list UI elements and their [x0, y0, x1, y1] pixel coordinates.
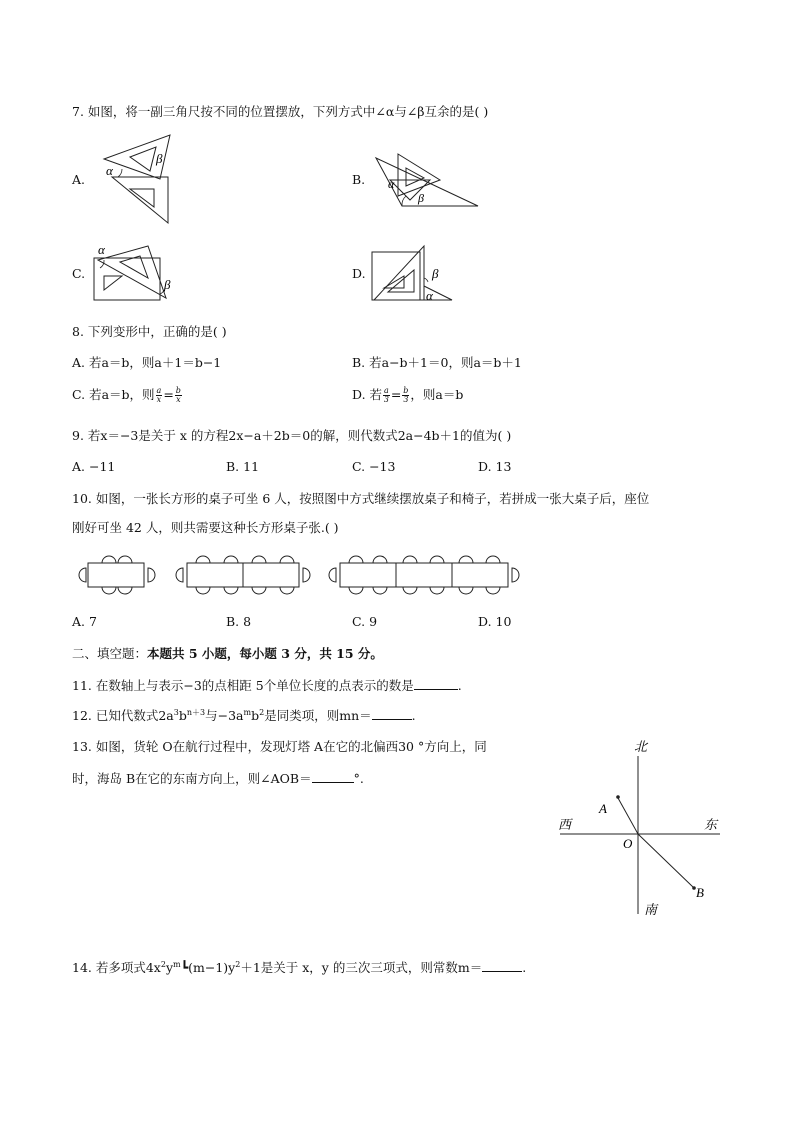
east-label: 东: [704, 817, 718, 832]
q14-answer-blank: [482, 971, 522, 972]
q9-option-b: B. 11: [226, 459, 260, 474]
q13-answer-blank: [312, 782, 354, 783]
q7d-beta-label: β: [432, 266, 439, 281]
q11-answer-blank: [414, 689, 458, 690]
q7c-alpha-label: α: [98, 242, 105, 257]
q13-compass-figure: [554, 734, 734, 920]
q9-option-d: D. 13: [478, 459, 512, 474]
q8d-fraction-right: $\frac{b}{3}$: [403, 386, 409, 404]
q8c-fraction-left: $\frac{a}{x}$: [156, 386, 162, 404]
q13-line-1: 13. 如图，货轮 O在航行过程中，发现灯塔 A在它的北偏西30 °方向上，同: [72, 739, 487, 754]
q13-line-2: 时，海岛 B在它的东南方向上，则∠AOB＝ °.: [72, 771, 364, 786]
q7-figure-b: [372, 150, 482, 212]
q7b-alpha-label: α: [388, 177, 395, 191]
q8d-fraction-left: $\frac{a}{3}$: [383, 386, 389, 404]
q7-figure-c: [90, 240, 190, 304]
q8c-fraction-right: $\frac{b}{x}$: [175, 386, 181, 404]
q8-option-d-prefix: D. 若: [352, 387, 383, 402]
q9-stem: 9. 若x＝−3是关于 x 的方程2x−a＋2b＝0的解，则代数式2a−4b＋1的值为( ): [72, 428, 512, 443]
point-a-label: A: [599, 801, 607, 816]
north-label: 北: [634, 739, 648, 754]
point-b-label: B: [696, 885, 704, 900]
q10-option-a: A. 7: [72, 614, 97, 629]
section-2-heading: 二、填空题：本题共 5 小题，每小题 3 分，共 15 分。: [72, 646, 383, 661]
q7d-alpha-label: α: [426, 288, 433, 303]
q9-option-a: A. −11: [72, 459, 116, 474]
q7c-beta-label: β: [164, 277, 171, 292]
q10-line-1: 10. 如图，一张长方形的桌子可坐 6 人，按照图中方式继续摆放桌子和椅子，若拼成一张大桌子后，座位: [72, 491, 650, 506]
q7-figure-a: [92, 133, 182, 228]
q9-option-c: C. −13: [352, 459, 396, 474]
q12-answer-blank: [372, 719, 412, 720]
q8-option-d: D. 若 $\frac{a}{3}$ = $\frac{b}{3}$ ，则a＝b: [352, 386, 464, 404]
q10-option-d: D. 10: [478, 614, 512, 629]
q10-option-b: B. 8: [226, 614, 252, 629]
q8-option-c: C. 若a＝b，则 $\frac{a}{x}$ = $\frac{b}{x}$: [72, 386, 181, 404]
q10-option-c: C. 9: [352, 614, 378, 629]
q7-option-c-label: C.: [72, 266, 86, 281]
q7-option-d-label: D.: [352, 266, 366, 281]
q11-stem: 11. 在数轴上与表示−3的点相距 5个单位长度的点表示的数是 .: [72, 678, 462, 693]
q7-option-b-label: B.: [352, 172, 366, 187]
q7-figure-d: [370, 242, 460, 304]
q8-option-b: B. 若a−b＋1＝0，则a＝b＋1: [352, 355, 522, 370]
q10-tables-figure: [70, 548, 530, 602]
q10-line-2: 刚好可坐 42 人，则共需要这种长方形桌子张.( ): [72, 520, 339, 535]
q7-option-a-label: A.: [72, 172, 86, 187]
west-label: 西: [558, 817, 572, 832]
south-label: 南: [644, 902, 658, 917]
q8-option-a: A. 若a＝b，则a＋1＝b−1: [72, 355, 222, 370]
q7a-beta-label: β: [156, 151, 163, 166]
q8-stem: 8. 下列变形中，正确的是( ): [72, 324, 227, 339]
q7b-beta-label: β: [418, 191, 424, 205]
q14-stem: 14. 若多项式$4x^2y^m┗(m-1)y^2+1$是关于 x，y 的三次三项式，则常数m＝ .: [72, 960, 527, 975]
point-o-label: O: [623, 836, 633, 851]
q7-stem: 7. 如图，将一副三角尺按不同的位置摆放，下列方式中∠α与∠β互余的是( ): [72, 104, 489, 119]
q8-option-c-prefix: C. 若a＝b，则: [72, 387, 155, 402]
q12-stem: 12. 已知代数式$2a^3b^{n+3}$与$-3a^mb^2$是同类项，则mn＝ .: [72, 708, 416, 723]
q7a-alpha-label: α: [106, 163, 113, 178]
